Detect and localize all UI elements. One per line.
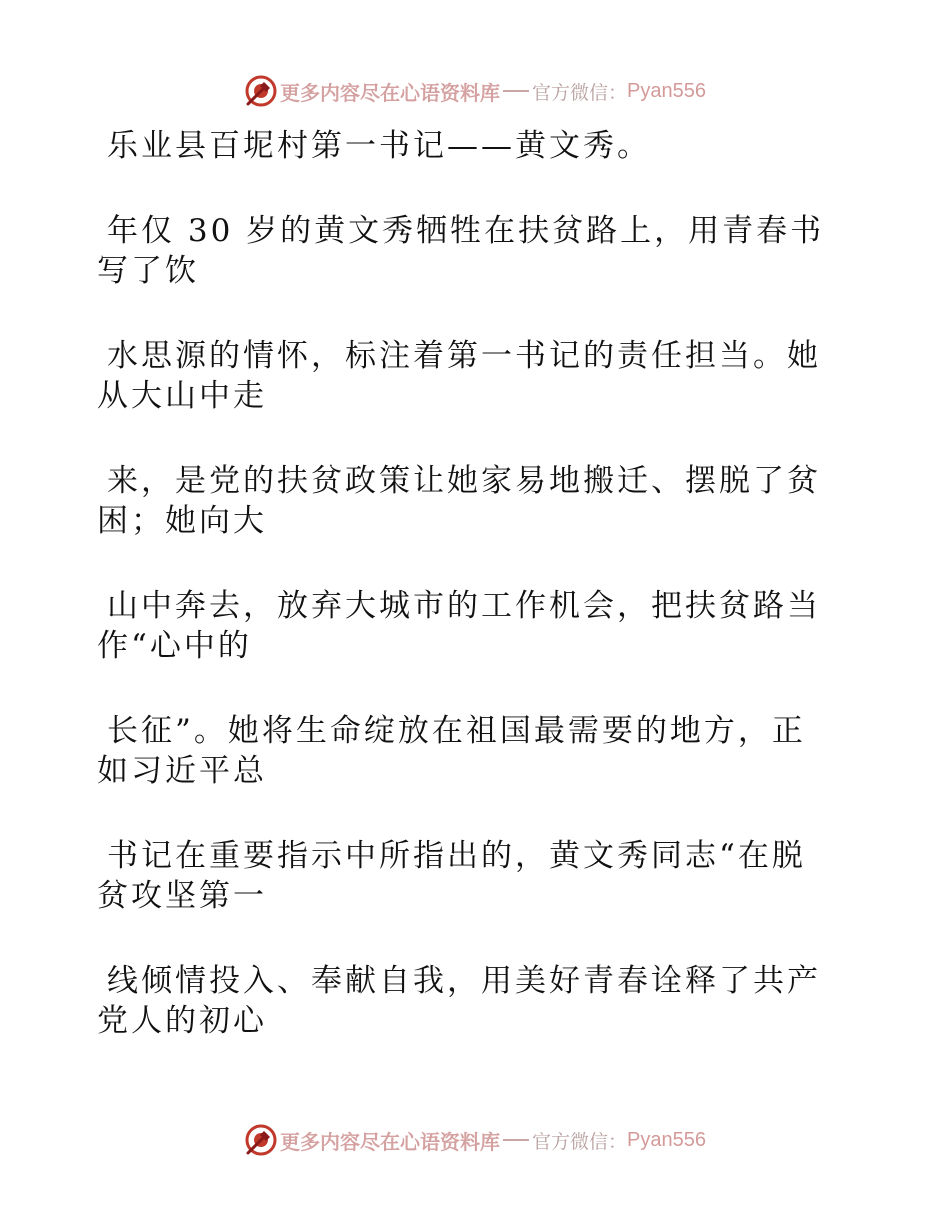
paragraph [97, 336, 837, 416]
watermark-brand-text: 更多内容尽在心语资料库 [280, 1129, 500, 1154]
watermark-wechat-label: 官方微信： [532, 81, 628, 104]
paragraph-line: 来，是党的扶贫政策让她家易地搬迁、摆脱了贫 [107, 463, 821, 499]
paragraph-line: 党人的初心 [97, 1003, 267, 1039]
paragraph [97, 711, 837, 791]
paragraph-line: 乐业县百坭村第一书记——黄文秀。 [107, 128, 651, 164]
header-watermark-banner [0, 71, 950, 111]
pen-logo-icon [244, 1123, 278, 1157]
paragraph [97, 211, 837, 291]
paragraph-line: 如习近平总 [97, 753, 267, 789]
footer-watermark-banner [0, 1120, 950, 1160]
paragraph [97, 461, 837, 541]
paragraph-line: 写了饮 [97, 253, 199, 289]
paragraph-line: 作“心中的 [97, 628, 252, 664]
watermark-brand-text: 更多内容尽在心语资料库 [280, 80, 500, 105]
pen-logo-icon [244, 74, 278, 108]
paragraph-line: 水思源的情怀，标注着第一书记的责任担当。她 [107, 338, 821, 374]
watermark-wechat-label: 官方微信： [532, 1130, 628, 1153]
watermark-account-id: Pyan556 [627, 79, 706, 102]
paragraph [97, 836, 837, 916]
paragraph-line: 书记在重要指示中所指出的，黄文秀同志“在脱 [107, 838, 806, 874]
watermark-dash [503, 90, 529, 92]
paragraph-line: 困；她向大 [97, 503, 267, 539]
paragraph-line: 长征”。她将生命绽放在祖国最需要的地方，正 [107, 713, 806, 749]
paragraph-line: 年仅 30 岁的黄文秀牺牲在扶贫路上，用青春书 [107, 213, 825, 249]
paragraph [97, 961, 837, 1041]
paragraph-line: 从大山中走 [97, 378, 267, 414]
watermark-dash [503, 1139, 529, 1141]
paragraph [97, 126, 837, 166]
paragraph [97, 586, 837, 666]
paragraph-line: 山中奔去，放弃大城市的工作机会，把扶贫路当 [107, 588, 821, 624]
watermark-account-id: Pyan556 [627, 1128, 706, 1151]
document-body [97, 126, 837, 1041]
paragraph-line: 贫攻坚第一 [97, 878, 267, 914]
paragraph-line: 线倾情投入、奉献自我，用美好青春诠释了共产 [107, 963, 821, 999]
